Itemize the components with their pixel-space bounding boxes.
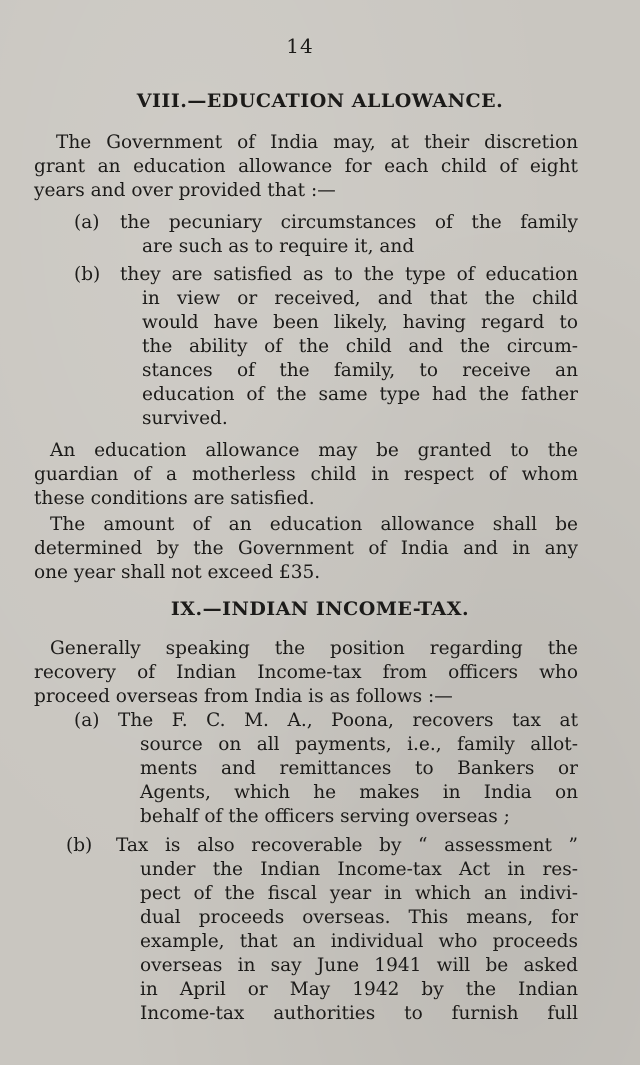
section-heading-education-allowance: VIII.—EDUCATION ALLOWANCE. <box>136 90 504 112</box>
text-line: one year shall not exceed £35. <box>34 562 321 583</box>
list-item-b-first-line <box>120 263 578 287</box>
text-line: overseas in say June 1941 will be asked <box>140 955 578 976</box>
text-line: Agents, which he makes in India on <box>140 782 578 803</box>
text-line: determined by the Government of India and in any <box>34 538 578 559</box>
text-line: pect of the fiscal year in which an indivi- <box>140 883 578 904</box>
text-line: source on all payments, i.e., family allot- <box>140 734 578 755</box>
text-line: Tax is also recoverable by “ assessment ” <box>116 835 578 856</box>
section-8-intro-rest <box>34 155 578 203</box>
text-line: An education allowance may be granted to the <box>50 440 578 461</box>
text-line: grant an education allowance for each child of eight <box>34 156 578 177</box>
section-8-para-3-first-line <box>50 513 578 537</box>
text-line: dual proceeds overseas. This means, for <box>140 907 578 928</box>
text-line: proceed overseas from India is as follows :— <box>34 686 453 707</box>
text-line: under the Indian Income-tax Act in res- <box>140 859 578 880</box>
text-line: the ability of the child and the circum- <box>142 336 578 357</box>
section-heading-indian-income-tax: IX.—INDIAN INCOME-TAX. <box>170 598 470 620</box>
list-item-a-rest <box>140 733 578 829</box>
text-line: years and over provided that :— <box>34 180 336 201</box>
text-line: recovery of Indian Income-tax from officers who <box>34 662 578 683</box>
list-item-a-rest <box>142 235 578 259</box>
text-line: guardian of a motherless child in respect of whom <box>34 464 578 485</box>
text-line: education of the same type had the father <box>142 384 578 405</box>
text-line: these conditions are satisfied. <box>34 488 315 509</box>
list-item-a-first-line <box>118 709 578 733</box>
page-number: 14 <box>286 34 314 58</box>
list-marker: (a) <box>74 710 100 731</box>
text-line: Generally speaking the position regarding the <box>50 638 578 659</box>
list-item-b-rest <box>140 858 578 1026</box>
text-line: Income-tax authorities to furnish full <box>140 1003 578 1024</box>
text-line: in view or received, and that the child <box>142 288 578 309</box>
section-8-para-2-first-line <box>50 439 578 463</box>
text-line: survived. <box>142 408 228 429</box>
text-line: stances of the family, to receive an <box>142 360 578 381</box>
section-9-intro-first-line <box>50 637 578 661</box>
text-line: they are satisfied as to the type of education <box>120 264 578 285</box>
text-line: behalf of the officers serving overseas ; <box>140 806 510 827</box>
list-item-b-first-line <box>116 834 578 858</box>
list-item-a-first-line <box>120 211 578 235</box>
text-line: would have been likely, having regard to <box>142 312 578 333</box>
text-line: The Government of India may, at their discretion <box>56 132 578 153</box>
list-marker: (b) <box>74 264 101 285</box>
text-line: ments and remittances to Bankers or <box>140 758 578 779</box>
text-line: The amount of an education allowance shall be <box>50 514 578 535</box>
text-line: The F. C. M. A., Poona, recovers tax at <box>118 710 578 731</box>
section-8-para-3-rest <box>34 537 578 585</box>
text-line: example, that an individual who proceeds <box>140 931 578 952</box>
list-marker: (b) <box>66 835 93 856</box>
section-8-intro-first-line <box>56 131 578 155</box>
list-item-b-rest <box>142 287 578 431</box>
text-line: in April or May 1942 by the Indian <box>140 979 578 1000</box>
list-marker: (a) <box>74 212 100 233</box>
text-line: the pecuniary circumstances of the family <box>120 212 578 233</box>
section-9-intro-rest <box>34 661 578 709</box>
section-8-para-2-rest <box>34 463 578 511</box>
text-line: are such as to require it, and <box>142 236 415 257</box>
